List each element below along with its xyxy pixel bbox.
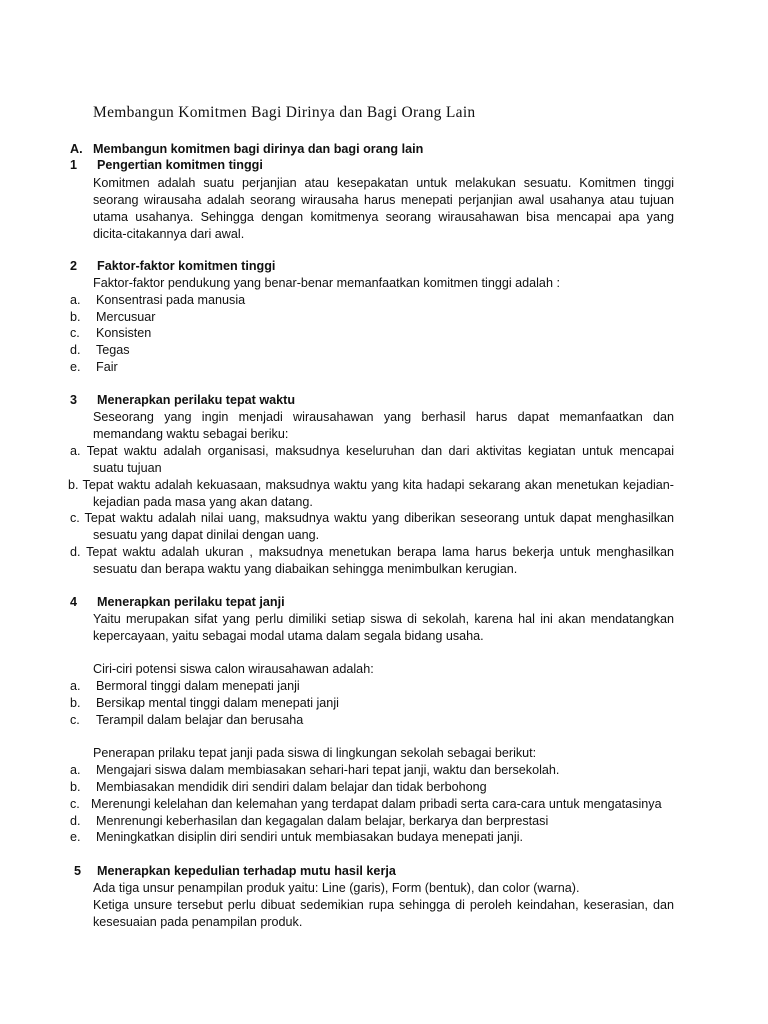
list-item: Fair bbox=[96, 360, 118, 374]
section-2-heading: Faktor-faktor komitmen tinggi bbox=[97, 259, 276, 273]
section-2-intro: Faktor-faktor pendukung yang benar-benar memanfaatkan komitmen tinggi adalah : bbox=[93, 276, 560, 290]
section-1-heading: Pengertian komitmen tinggi bbox=[97, 158, 263, 172]
list-item: Tegas bbox=[96, 343, 130, 357]
section-4-penerapan-intro: Penerapan prilaku tepat janji pada siswa di lingkungan sekolah sebagai berikut: bbox=[93, 746, 537, 760]
list-item: d. Tepat waktu adalah ukuran , maksudnya menetukan berapa lama harus bekerja untuk menghasilkan bbox=[70, 545, 674, 559]
section-1-text-line: Komitmen adalah suatu perjanjian atau kesepakatan untuk melakukan sesuatu. Komitmen tinggi bbox=[93, 176, 674, 190]
section-4-number: 4 bbox=[70, 595, 78, 609]
section-5-text-line: Ada tiga unsur penampilan produk yaitu: Line (garis), Form (bentuk), dan color (warna). bbox=[93, 881, 580, 895]
list-item: Mengajari siswa dalam membiasakan sehari-hari tepat janji, waktu dan bersekolah. bbox=[96, 763, 560, 777]
section-2-number: 2 bbox=[70, 259, 78, 273]
list-marker: a. bbox=[70, 763, 81, 777]
list-marker: a. bbox=[70, 293, 81, 307]
section-1-text-line: seorang wirausaha adalah seorang wirausaha harus menepati perjanjian awal usahanya atau tujuan bbox=[93, 193, 674, 207]
section-a-marker: A. bbox=[70, 142, 83, 156]
section-4-intro-line: kepercayaan, yaitu sebagai modal utama dalam segala bidang usaha. bbox=[93, 629, 484, 643]
section-4-heading: Menerapkan perilaku tepat janji bbox=[97, 595, 285, 609]
list-item-continued: suatu tujuan bbox=[93, 461, 162, 475]
section-5-text-line: Ketiga unsure tersebut perlu dibuat sedemikian rupa sehingga di peroleh keindahan, keserasian, dan bbox=[93, 898, 674, 912]
list-item: Merenungi kelelahan dan kelemahan yang terdapat dalam pribadi serta cara-cara untuk mengatasinya bbox=[91, 797, 662, 811]
list-item-continued: sesuatu dan berapa waktu yang diabaikan sehingga menimbulkan kerugian. bbox=[93, 562, 518, 576]
list-item: Mercusuar bbox=[96, 310, 156, 324]
list-marker: a. bbox=[70, 679, 81, 693]
section-3-heading: Menerapkan perilaku tepat waktu bbox=[97, 393, 296, 407]
section-4-ciri-intro: Ciri-ciri potensi siswa calon wirausahawan adalah: bbox=[93, 662, 374, 676]
list-item-continued: sesuatu yang dapat dinilai dengan uang. bbox=[93, 528, 320, 542]
list-marker: b. bbox=[70, 310, 81, 324]
list-item: Menrenungi keberhasilan dan kegagalan dalam belajar, berkarya dan berprestasi bbox=[96, 814, 549, 828]
list-item: Konsentrasi pada manusia bbox=[96, 293, 246, 307]
list-item: c. Tepat waktu adalah nilai uang, maksudnya waktu yang diberikan seseorang untuk dapat menghasilkan bbox=[70, 511, 674, 525]
document-title: Membangun Komitmen Bagi Dirinya dan Bagi Orang Lain bbox=[93, 104, 476, 121]
list-item: Bersikap mental tinggi dalam menepati janji bbox=[96, 696, 339, 710]
list-marker: d. bbox=[70, 814, 81, 828]
list-marker: d. bbox=[70, 343, 81, 357]
section-3-number: 3 bbox=[70, 393, 78, 407]
list-marker: b. bbox=[70, 780, 81, 794]
list-item: Terampil dalam belajar dan berusaha bbox=[96, 713, 304, 727]
section-5-heading: Menerapkan kepedulian terhadap mutu hasil kerja bbox=[97, 864, 396, 878]
section-1-number: 1 bbox=[70, 158, 78, 172]
section-1-text-line: utama usahanya. Sehingga dengan komitmenya seorang wirausahawan bisa mencapai apa yang bbox=[93, 210, 674, 224]
list-marker: c. bbox=[70, 326, 80, 340]
list-item: Konsisten bbox=[96, 326, 152, 340]
list-marker: b. bbox=[70, 696, 81, 710]
section-1-text-line: dicita-citakannya dari awal. bbox=[93, 227, 245, 241]
list-marker: e. bbox=[70, 360, 81, 374]
section-5-text-line: kesesuaian pada penampilan produk. bbox=[93, 915, 303, 929]
list-item: Bermoral tinggi dalam menepati janji bbox=[96, 679, 300, 693]
list-item: Meningkatkan disiplin diri sendiri untuk membiasakan budaya menepati janji. bbox=[96, 830, 524, 844]
section-5-number: 5 bbox=[74, 864, 82, 878]
section-a-heading: Membangun komitmen bagi dirinya dan bagi orang lain bbox=[93, 142, 424, 156]
list-marker: e. bbox=[70, 830, 81, 844]
section-4-intro-line: Yaitu merupakan sifat yang perlu dimiliki setiap siswa di sekolah, karena hal ini akan mendatangkan bbox=[93, 612, 674, 626]
list-marker: c. bbox=[70, 713, 80, 727]
section-3-intro-line: Seseorang yang ingin menjadi wirausahawan yang berhasil harus dapat memanfaatkan dan bbox=[93, 410, 674, 424]
list-item: Membiasakan mendidik diri sendiri dalam belajar dan tidak berbohong bbox=[96, 780, 487, 794]
list-item: a. Tepat waktu adalah organisasi, maksudnya keseluruhan dan dari aktivitas kegiatan untuk mencapai bbox=[70, 444, 674, 458]
section-3-intro-line: memandang waktu sebagai beriku: bbox=[93, 427, 289, 441]
list-item-continued: kejadian pada masa yang akan datang. bbox=[93, 495, 313, 509]
list-marker: c. bbox=[70, 797, 80, 811]
list-item: b. Tepat waktu adalah kekuasaan, maksudnya waktu yang kita hadapi sekarang akan menetukan kejadian- bbox=[68, 478, 674, 492]
